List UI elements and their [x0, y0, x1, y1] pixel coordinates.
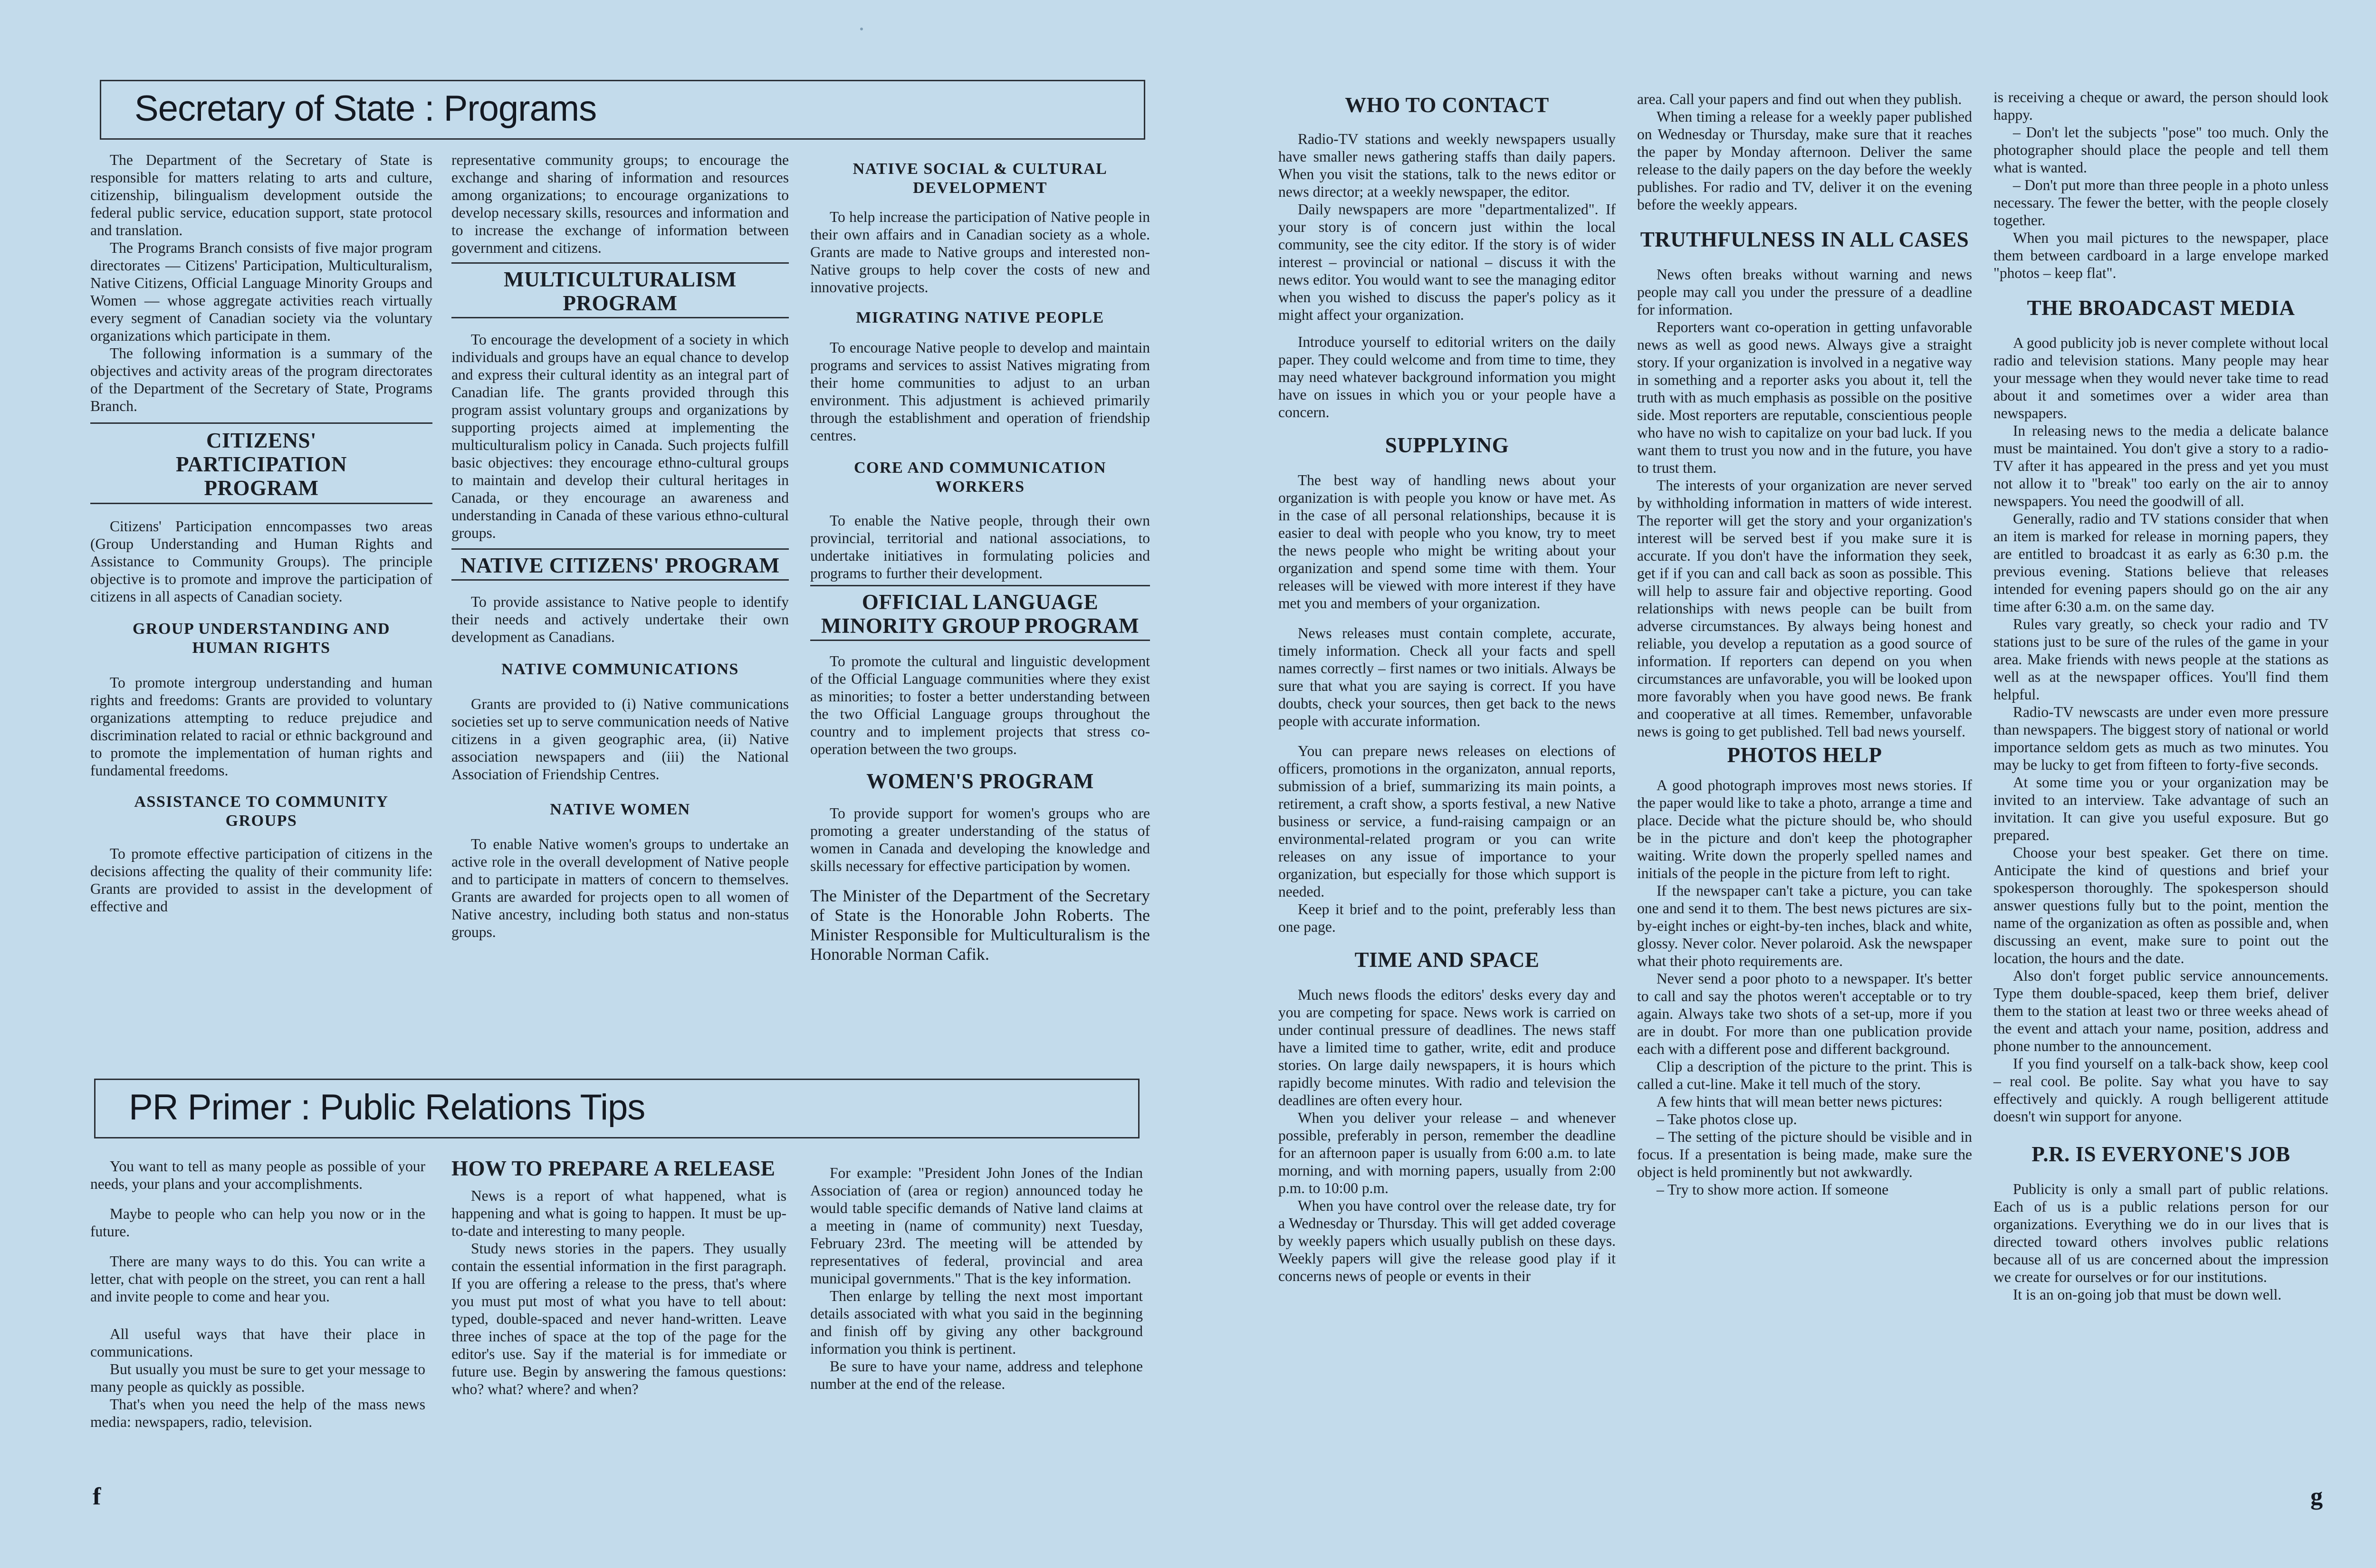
pr-column-1: [90, 1157, 425, 1431]
multiculturalism-text: To encourage the development of a society in which individuals and groups have an equal chance to develop and express their cultural identity as an integral part of Canadian life. The grants provided through this program assist voluntary groups and organizations by supporting projects aimed at implementing the multiculturalism policy in Canada. Such projects fulfill basic objectives: they encourage ethno-cultural groups to maintain and develop their cultural heritages in Canada, or they encourage an awareness and understanding in Canada of these various ethno-cultural groups.: [451, 331, 789, 541]
citizens-heading: CITIZENS' PARTICIPATION PROGRAM: [176, 429, 347, 500]
truthfulness-heading: TRUTHFULNESS IN ALL CASES: [1640, 228, 1969, 251]
broadcast-paragraph: Generally, radio and TV stations consider that when an item is marked for release in morning papers, they are entitled to broadcast it as early as 6:30 p.m. the previous evening. Stations believe that releases intended for evening papers should go on the air any time after 6:30 a.m. on the same day.: [1993, 510, 2328, 615]
pr-intro-paragraph: All useful ways that have their place in communications.: [90, 1326, 425, 1360]
supplying-heading: SUPPLYING: [1385, 433, 1509, 457]
pr-primer-banner-title: PR Primer : Public Relations Tips: [129, 1087, 645, 1128]
programs-banner: [100, 80, 1145, 140]
section-rule: [451, 548, 789, 550]
photo-tips-paragraph: – Don't put more than three people in a photo unless necessary. The fewer the better, with the people closely together.: [1993, 177, 2328, 229]
photo-tips-paragraph: When you mail pictures to the newspaper, place them between cardboard in a large envelope marked "photos – keep flat".: [1993, 229, 2328, 281]
photos-paragraph: Clip a description of the picture to the print. This is called a cut-line. Make it tell much of the story.: [1637, 1058, 1972, 1092]
programs-column-3: [810, 160, 1150, 964]
citizens-text: Citizens' Participation enncompasses two areas (Group Understanding and Human Rights and Assistance to Community Groups). The principle objective is to promote and improve the participation of citizens in all aspects of Canadian society.: [90, 518, 432, 605]
photos-paragraph: A few hints that will mean better news pictures:: [1656, 1093, 1943, 1110]
broadcast-paragraph: At some time you or your organization may be invited to an interview. Take advantage of such an invitation. It can give you useful exposure. But go prepared.: [1993, 774, 2328, 843]
migrating-text: To encourage Native people to develop and maintain programs and services to assist Natives migrating from their home communities to adjust to an urban environment. This adjustment is achieved primarily through the establishment and operation of friendship centres.: [810, 339, 1150, 444]
assistance-heading: ASSISTANCE TO COMMUNITY GROUPS: [134, 793, 389, 830]
broadcast-paragraph: Rules vary greatly, so check your radio and TV stations just to be sure of the rules of the game in your area. Make friends with news people at the stations as well as at the newspaper offices. You'll find them helpful.: [1993, 616, 2328, 703]
timing-paragraph: When timing a release for a weekly paper published on Wednesday or Thursday, make sure that it reaches the paper by Monday afternoon. Deliver the same release to the daily papers on the day before the weekly publishes. For radio and TV, deliver it on the evening before the weekly appears.: [1637, 108, 1972, 213]
pr-job-paragraph: It is an on-going job that must be down well.: [2012, 1286, 2282, 1303]
truth-paragraph: The interests of your organization are never served by withholding information in matters of wide interest. The reporter will get the story and your organization's interest will be served best if you make sure it is accurate. If you don't have the information they seek, get if if you can and call back as soon as possible. This will help to assure fair and objective reporting. Good relationships with news people can be built from adverse circumstances. By always being honest and reliable, you develop a reputation as a good source of information. If reporters can depend on you when circumstances are unfavorable, you will be looked upon more favorably when you have good news. Be frank and cooperative at all times. Remember, unfavorable news is going to get published. Tell bad news yourself.: [1637, 477, 1973, 740]
broadcast-paragraph: Also don't forget public service announcements. Type them double-spaced, keep them brief, deliver them to the station at least two or three weeks ahead of the event and attach your name, position, address and phone number to the announcement.: [1993, 967, 2328, 1054]
pr-intro-paragraph: There are many ways to do this. You can write a letter, chat with people on the street, you can rent a hall and invite people to come and hear you.: [90, 1253, 425, 1305]
section-rule: [451, 317, 789, 318]
core-workers-heading: CORE AND COMMUNICATION WORKERS: [853, 459, 1107, 496]
photos-paragraph: Never send a poor photo to a newspaper. It's better to call and say the photos weren't acceptable or to try again. Always take two shots of a set-up, more if you are in doubt. For more than one publication provide each with a different pose and different background.: [1637, 970, 1972, 1057]
photo-tips-paragraph: is receiving a cheque or award, the person should look happy.: [1993, 89, 2328, 123]
release-paragraph: News is a report of what happened, what is happening and what is going to happen. It must be up-to-date and interesting to many people.: [451, 1187, 786, 1239]
pr-intro-paragraph: Maybe to people who can help you now or in the future.: [90, 1205, 425, 1240]
photos-paragraph: – Try to show more action. If someone: [1656, 1181, 1889, 1198]
truth-paragraph: News often breaks without warning and news people may call you under the pressure of a deadline for information.: [1637, 266, 1972, 318]
broadcast-paragraph: Choose your best speaker. Get there on time. Anticipate the kind of questions and brief your spokesperson thoroughly. The spokesperson should answer questions fully but to the point, mention the name of the organization as often as possible and, when discussing an event, make sure to point out the location, the hours and the date.: [1993, 844, 2328, 966]
native-citizens-text: To provide assistance to Native people to identify their needs and actively undertake their own development as Canadians.: [451, 593, 789, 645]
print-speck: [860, 28, 863, 30]
section-rule: [810, 585, 1150, 586]
pr-primer-banner: [94, 1079, 1140, 1138]
broadcast-paragraph: In releasing news to the media a delicate balance must be maintained. You don't give a story to a radio-TV after it has appeared in the press and yet you must not allow it to "break" too early on the air to annoy newspapers. You need the goodwill of all.: [1993, 422, 2328, 509]
native-social-heading: NATIVE SOCIAL & CULTURAL DEVELOPMENT: [853, 160, 1108, 197]
programs-column-2: [451, 151, 789, 941]
supplying-paragraph: The best way of handling news about your organization is with people you know or have met. As in the case of all personal relationships, because it is easier to deal with people who you know, try to meet the news people who might be writing about your organization and spend some time with them. Your releases will be viewed with more interest if they have met you and members of your organization.: [1278, 472, 1616, 612]
right-column-1: [1278, 93, 1616, 1285]
official-language-heading: OFFICIAL LANGUAGE MINORITY GROUP PROGRAM: [821, 590, 1140, 638]
official-language-text: To promote the cultural and linguistic development of the Official Language communities where they exist as minorities; to foster a better understanding between the two Official Language groups throughout the country and to implement projects that stress co-operation between the two groups.: [810, 653, 1150, 757]
photos-help-heading: PHOTOS HELP: [1727, 743, 1882, 767]
core-workers-text: To enable the Native people, through their own provincial, territorial and national associations, to undertake initiatives in formulating policies and programs to further their development.: [810, 512, 1150, 582]
photo-tips-paragraph: – Don't let the subjects "pose" too much. Only the photographer should place the people and tell them what is wanted.: [1993, 124, 2328, 176]
minister-text: The Minister of the Department of the Secretary of State is the Honorable John Roberts. The Minister Responsible for Multiculturalism is the Honorable Norman Cafik.: [810, 886, 1150, 964]
section-rule: [451, 262, 789, 264]
section-rule: [810, 640, 1150, 641]
womens-program-heading: WOMEN'S PROGRAM: [866, 769, 1094, 793]
supplying-paragraph: You can prepare news releases on elections of officers, promotions in the organizaton, annual reports, submission of a brief, summarizing its main points, a retirement, a craft show, a sports festival, a new Native business or service, a fund-raising campaign or an environmental-related program or you can write releases on any issue of importance to your organization, but especially for those which support is needed.: [1278, 743, 1616, 900]
pr-everyones-job-heading: P.R. IS EVERYONE'S JOB: [2031, 1142, 2290, 1166]
intro-paragraph: The following information is a summary of the objectives and activity areas of the program directorates of the Department of the Secretary of State, Programs Branch.: [90, 345, 432, 414]
right-column-2: [1637, 90, 1972, 1198]
release-paragraph: Study news stories in the papers. They usually contain the essential information in the first paragraph. If you are offering a release to the press, that's where you must put most of what you have to tell about: typed, double-spaced and never hand-written. Leave three inches of space at the top of the page for the editor's use. Say if the material is for immediate or future use. Begin by answering the famous questions: who? what? where? and when?: [451, 1240, 786, 1397]
migrating-heading: MIGRATING NATIVE PEOPLE: [856, 309, 1104, 326]
minister-note: [810, 886, 1150, 964]
broadcast-paragraph: A good publicity job is never complete without local radio and television stations. Many people may hear your message when they would never take time to read about it and sometimes over a wider area than newspapers.: [1993, 335, 2328, 421]
multiculturalism-heading: MULTICULTURALISM PROGRAM: [504, 268, 737, 315]
who-paragraph: Daily newspapers are more "departmentalized". If your story is of concern just within the local community, see the city editor. If the story is of wider interest – provincial or national – discuss it with the news editor. You would want to see the managing editor when you wished to discuss the paper's policy as it might affect your organization.: [1278, 201, 1616, 323]
release-example-paragraph: For example: "President John Jones of the Indian Association of (area or region) announced today he would table specific demands of Native land claims at a meeting in (name of community) next Tuesday, February 23rd. The meeting will be attended by representatives of federal, provincial and area municipal governments." That is the key information.: [810, 1165, 1143, 1287]
native-women-text: To enable Native women's groups to undertake an active role in the overall development of Native people and to participate in matters of concern to themselves. Grants are awarded for projects open to all women of Native ancestry, including both status and non-status groups.: [451, 836, 789, 940]
photos-paragraph: A good photograph improves most news stories. If the paper would like to take a photo, arrange a time and place. Decide what the picture should be, who should be in the picture and don't keep the photographer waiting. Write down the properly spelled names and initials of the people in the picture from left to right.: [1637, 777, 1972, 881]
supplying-paragraph: Keep it brief and to the point, preferably less than one page.: [1278, 901, 1616, 935]
prepare-release-heading: HOW TO PREPARE A RELEASE: [451, 1157, 776, 1180]
time-paragraph: When you have control over the release date, try for a Wednesday or Thursday. This will get added coverage by weekly papers which usually publish on these days. Weekly papers will give the release good play if it concerns news of people or events in their: [1278, 1197, 1616, 1284]
pr-column-2: [451, 1157, 786, 1398]
time-paragraph: Much news floods the editors' desks every day and you are competing for space. News work is carried on under continual pressure of deadlines. The news staff have a limited time to gather, write, edit and produce stories. On large daily newspapers, it is hours which rapidly become minutes. With radio and television the deadlines are often every hour.: [1278, 986, 1616, 1109]
group-understanding-heading: GROUP UNDERSTANDING AND HUMAN RIGHTS: [132, 620, 391, 657]
pr-intro-paragraph: But usually you must be sure to get your message to many people as quickly as possible.: [90, 1361, 425, 1395]
pr-column-3: [810, 1164, 1143, 1393]
programs-column-1: [90, 151, 432, 915]
native-citizens-heading: NATIVE CITIZENS' PROGRAM: [460, 554, 780, 577]
native-social-text: To help increase the participation of Native people in their own affairs and in Canadian society as a whole. Grants are made to Native groups and interested non-Native groups to help cover the costs of new and innovative projects.: [810, 209, 1150, 296]
native-communications-text: Grants are provided to (i) Native communications societies set up to serve communication needs of Native citizens in a given geographic area, (ii) Native association newspapers and (iii) the National Association of Friendship Centres.: [451, 696, 789, 783]
assistance-text: To promote effective participation of citizens in the decisions affecting the quality of their community life: Grants are provided to assist in the development of effective and: [90, 845, 432, 915]
timing-paragraph: area. Call your papers and find out when they publish.: [1637, 91, 1962, 107]
broadcast-paragraph: Radio-TV newscasts are under even more pressure than newspapers. The biggest story of national or world importance seldom gets as much as two minutes. You may be lucky to get from fifteen to forty-five seconds.: [1993, 704, 2328, 773]
womens-program-text: To provide support for women's groups who are promoting a greater understanding of the status of women in Canada and developing the knowledge and skills necessary for effective participation by women.: [810, 805, 1150, 874]
programs-banner-title: Secretary of State : Programs: [134, 88, 597, 129]
pr-intro-paragraph: You want to tell as many people as possible of your needs, your plans and your accomplishments.: [90, 1158, 425, 1192]
time-and-space-heading: TIME AND SPACE: [1354, 948, 1540, 972]
photos-paragraph: If the newspaper can't take a picture, you can take one and send it to them. The best news pictures are six-by-eight inches or eight-by-ten inches, black and white, glossy. Never color. Never polaroid. Ask the newspaper what their photo requirements are.: [1637, 882, 1972, 969]
intro-paragraph: The Programs Branch consists of five major program directorates — Citizens' Participation, Multiculturalism, Native Citizens, Official Language Minority Groups and Women — whose aggregate activities reach virtually every segment of Canadian society via the voluntary organizations which participate in them.: [90, 239, 432, 344]
photos-paragraph: – Take photos close up.: [1656, 1111, 1797, 1128]
section-rule: [90, 422, 432, 424]
section-rule: [90, 503, 432, 504]
supplying-paragraph: News releases must contain complete, accurate, timely information. Check all your facts and spell names correctly – first names or two initials. Always be sure that what you are saying is correct. If you have doubts, check your sources, then get back to the news people with accurate information.: [1278, 625, 1616, 729]
release-example-paragraph: Be sure to have your name, address and telephone number at the end of the release.: [810, 1358, 1143, 1392]
who-paragraph: Introduce yourself to editorial writers on the daily paper. They could welcome and from time to time, they may need whatever background information you might have on issues in which you or your people have a concern.: [1278, 334, 1616, 421]
group-understanding-text: To promote intergroup understanding and human rights and freedoms: Grants are provided to voluntary organizations attempting to reduce prejudice and discrimination related to racial or ethnic background and to promote the implementation of human rights and fundamental freedoms.: [90, 674, 432, 779]
truth-paragraph: Reporters want co-operation in getting unfavorable news as well as good news. Always give a straight story. If your organization is involved in a negative way in something and a reporter asks you about it, tell the truth with as much emphasis as possible on the positive side. Most reporters are reputable, conscientious people who have no wish to capitalize on your bad luck. If you want them to trust you now and in the future, you have to trust them.: [1637, 319, 1972, 476]
release-example-paragraph: Then enlarge by telling the next most important details associated with what you said in the beginning and finish off by giving any other background information you think is pertinent.: [810, 1288, 1143, 1357]
broadcast-media-heading: THE BROADCAST MEDIA: [2027, 296, 2295, 320]
section-rule: [451, 579, 789, 581]
broadcast-paragraph: If you find yourself on a talk-back show, keep cool – real cool. Be polite. Say what you have to say effectively and quickly. A rough belligerent attitude doesn't win support for anyone.: [1993, 1055, 2328, 1125]
page-letter-right: g: [2310, 1483, 2323, 1510]
native-women-heading: NATIVE WOMEN: [550, 801, 690, 818]
intro-paragraph: The Department of the Secretary of State is responsible for matters relating to arts and culture, citizenship, bilingualism development outside the federal public service, education support, state protocol and translation.: [90, 152, 432, 239]
page-letter-left: f: [93, 1483, 101, 1510]
community-groups-text: representative community groups; to encourage the exchange and sharing of information and resources among organizations; to encourage organizations to develop necessary skills, resources and information and to increase the exchange of information between government and citizens.: [451, 152, 789, 256]
time-paragraph: When you deliver your release – and whenever possible, preferably in person, remember the deadline for an afternoon paper is usually from 6:00 a.m. to late morning, and with morning papers, usually from 2:00 p.m. to 10:00 p.m.: [1278, 1109, 1616, 1196]
who-to-contact-heading: WHO TO CONTACT: [1345, 93, 1549, 117]
who-paragraph: Radio-TV stations and weekly newspapers usually have smaller news gathering staffs than daily papers. When you visit the stations, talk to the news editor or news director; at a weekly newspaper, the editor.: [1278, 131, 1616, 200]
pr-intro-paragraph: That's when you need the help of the mass news media: newspapers, radio, television.: [90, 1396, 425, 1430]
pr-job-paragraph: Publicity is only a small part of public relations. Each of us is a public relations person for our organizations. Everything we do in our lives that is directed toward others involves public relations because all of us are concerned about the impression we create for ourselves or for our institutions.: [1993, 1181, 2328, 1285]
photos-paragraph: – The setting of the picture should be visible and in focus. If a presentation is being made, make sure the object is held prominently but not awkwardly.: [1637, 1128, 1972, 1180]
native-communications-heading: NATIVE COMMUNICATIONS: [501, 660, 739, 678]
right-column-3: [1993, 88, 2328, 1303]
